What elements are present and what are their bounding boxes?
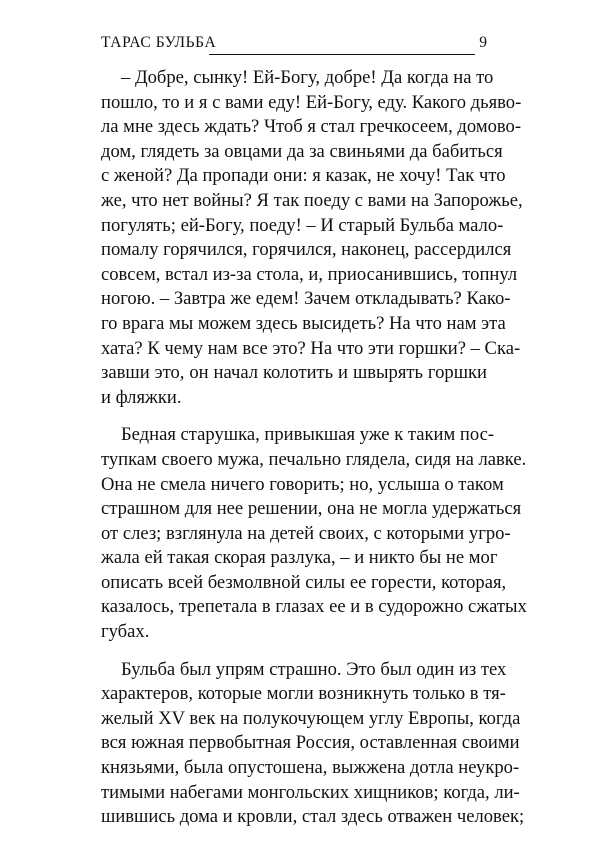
text-line: губах. (101, 621, 150, 643)
paragraph (101, 423, 527, 644)
text-line: описать всей безмолвной силы ее горести, которая, (101, 571, 507, 593)
text-line: хата? К чему нам все это? На что эти горшки? – Ска- (101, 337, 521, 359)
text-line: Бульба был упрям страшно. Это был один из тех (121, 658, 507, 680)
running-head-rule (209, 54, 475, 55)
text-line: же, что нет войны? Я так поеду с вами на Запорожье, (101, 189, 523, 211)
text-line: дом, глядеть за овцами да за свиньями да бабиться (101, 140, 503, 162)
text-line: шившись дома и кровли, стал здесь отважен человек; (101, 806, 525, 828)
text-line: погулять; ей-Богу, поеду! – И старый Бульба мало- (101, 214, 504, 236)
text-line: ла мне здесь ждать? Чтоб я стал гречкосеем, домово- (101, 116, 522, 138)
body-text (101, 66, 527, 843)
text-line: от слез; взглянула на детей своих, с которыми угро- (101, 522, 511, 544)
page-number: 9 (479, 34, 487, 51)
text-line: и фляжки. (101, 386, 182, 408)
text-line: помалу горячился, горячился, наконец, рассердился (101, 239, 512, 261)
text-line: страшном для нее решении, она не могла удержаться (101, 498, 522, 520)
text-line: тупкам своего мужа, печально глядела, сидя на лавке. (101, 448, 527, 470)
running-head-title: ТАРАС БУЛЬБА (101, 34, 217, 51)
text-line: характеров, которые могли возникнуть только в тя- (101, 683, 506, 705)
text-line: ногою. – Завтра же едем! Зачем откладывать? Како- (101, 288, 511, 310)
text-line: князьями, была опустошена, выжжена дотла неукро- (101, 757, 520, 779)
text-line: совсем, встал из-за стола, и, приосанившись, топнул (101, 263, 518, 285)
text-line: с женой? Да пропади они: я казак, не хочу! Так что (101, 165, 506, 187)
paragraph (101, 66, 523, 410)
paragraph (101, 658, 525, 830)
running-head (101, 34, 487, 58)
text-line: тимыми набегами монгольских хищников; когда, ли- (101, 781, 520, 803)
text-line: вся южная первобытная Россия, оставленная своими (101, 732, 520, 754)
text-line: жала ей такая скорая разлука, – и никто бы не мог (101, 547, 498, 569)
text-line: – Добре, сынку! Ей-Богу, добре! Да когда на то (121, 67, 494, 88)
text-line: желый XV век на полукочующем углу Европы, когда (101, 707, 521, 729)
text-line: завши это, он начал колотить и швырять горшки (101, 362, 487, 384)
text-line: Бедная старушка, привыкшая уже к таким пос- (121, 424, 495, 446)
text-line: Она не смела ничего говорить; но, услыша о таком (101, 473, 504, 495)
text-line: го врага мы можем здесь высидеть? На что нам эта (101, 312, 506, 334)
text-line: пошло, то и я с вами еду! Ей-Богу, еду. Какого дьяво- (101, 91, 522, 113)
text-line: казалось, трепетала в глазах ее и в судорожно сжатых (101, 596, 527, 618)
